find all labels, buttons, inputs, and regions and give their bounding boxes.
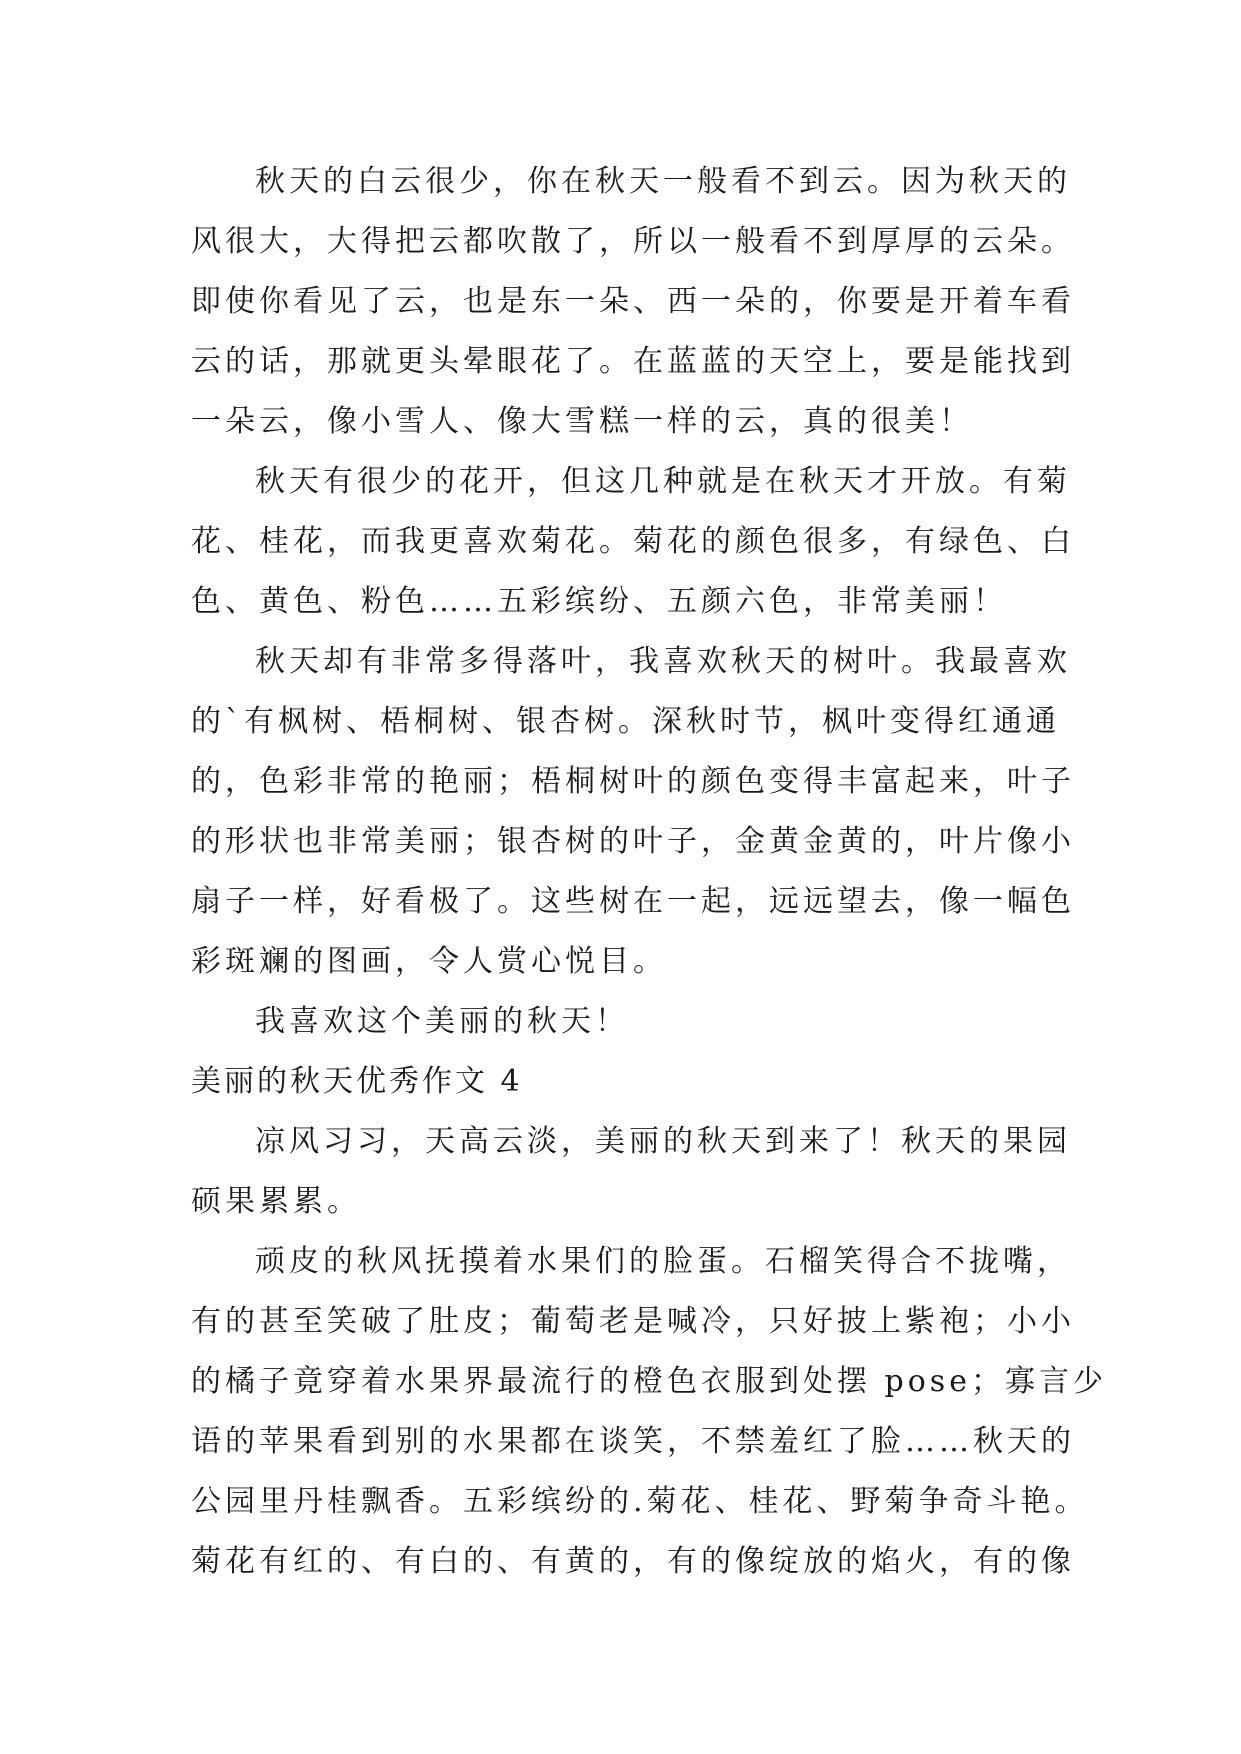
- paragraph-line: 秋天有很少的花开，但这几种就是在秋天才开放。有菊: [255, 464, 1071, 499]
- paragraph-line: 彩斑斓的图画，令人赏心悦目。: [191, 944, 667, 979]
- paragraph-line: 的`有枫树、梧桐树、银杏树。深秋时节，枫叶变得红通通: [191, 704, 1060, 739]
- paragraph-line: 扇子一样，好看极了。这些树在一起，远远望去，像一幅色: [191, 884, 1075, 919]
- paragraph-line: 我喜欢这个美丽的秋天！: [255, 1004, 629, 1039]
- paragraph-line: 秋天的白云很少，你在秋天一般看不到云。因为秋天的: [255, 164, 1071, 199]
- paragraph-line: 一朵云，像小雪人、像大雪糕一样的云，真的很美！: [191, 404, 973, 439]
- essay-heading: 美丽的秋天优秀作文 4: [191, 1064, 523, 1099]
- paragraph-line: 公园里丹桂飘香。五彩缤纷的.菊花、桂花、野菊争奇斗艳。: [191, 1484, 1089, 1519]
- essay-body: [191, 152, 1107, 1592]
- paragraph-line: 秋天却有非常多得落叶，我喜欢秋天的树叶。我最喜欢: [255, 644, 1071, 679]
- paragraph-line: 即使你看见了云，也是东一朵、西一朵的，你要是开着车看: [191, 284, 1075, 319]
- paragraph-line: 的形状也非常美丽；银杏树的叶子，金黄金黄的，叶片像小: [191, 824, 1075, 859]
- paragraph-line: 色、黄色、粉色……五彩缤纷、五颜六色，非常美丽！: [191, 584, 1007, 619]
- paragraph-line: 的，色彩非常的艳丽；梧桐树叶的颜色变得丰富起来，叶子: [191, 764, 1075, 799]
- paragraph-line: 有的甚至笑破了肚皮；葡萄老是喊冷，只好披上紫袍；小小: [191, 1304, 1075, 1339]
- paragraph-line: 语的苹果看到别的水果都在谈笑，不禁羞红了脸……秋天的: [191, 1424, 1075, 1459]
- paragraph-line: 菊花有红的、有白的、有黄的，有的像绽放的焰火，有的像: [191, 1544, 1075, 1579]
- paragraph-line: 云的话，那就更头晕眼花了。在蓝蓝的天空上，要是能找到: [191, 344, 1075, 379]
- paragraph-line: 的橘子竟穿着水果界最流行的橙色衣服到处摆 pose；寡言少: [191, 1364, 1107, 1399]
- paragraph-line: 风很大，大得把云都吹散了，所以一般看不到厚厚的云朵。: [191, 224, 1075, 259]
- paragraph-line: 花、桂花，而我更喜欢菊花。菊花的颜色很多，有绿色、白: [191, 524, 1075, 559]
- paragraph-line: 凉风习习，天高云淡，美丽的秋天到来了！秋天的果园: [255, 1124, 1071, 1159]
- paragraph-line: 顽皮的秋风抚摸着水果们的脸蛋。石榴笑得合不拢嘴，: [255, 1244, 1071, 1279]
- paragraph-line: 硕果累累。: [191, 1184, 361, 1219]
